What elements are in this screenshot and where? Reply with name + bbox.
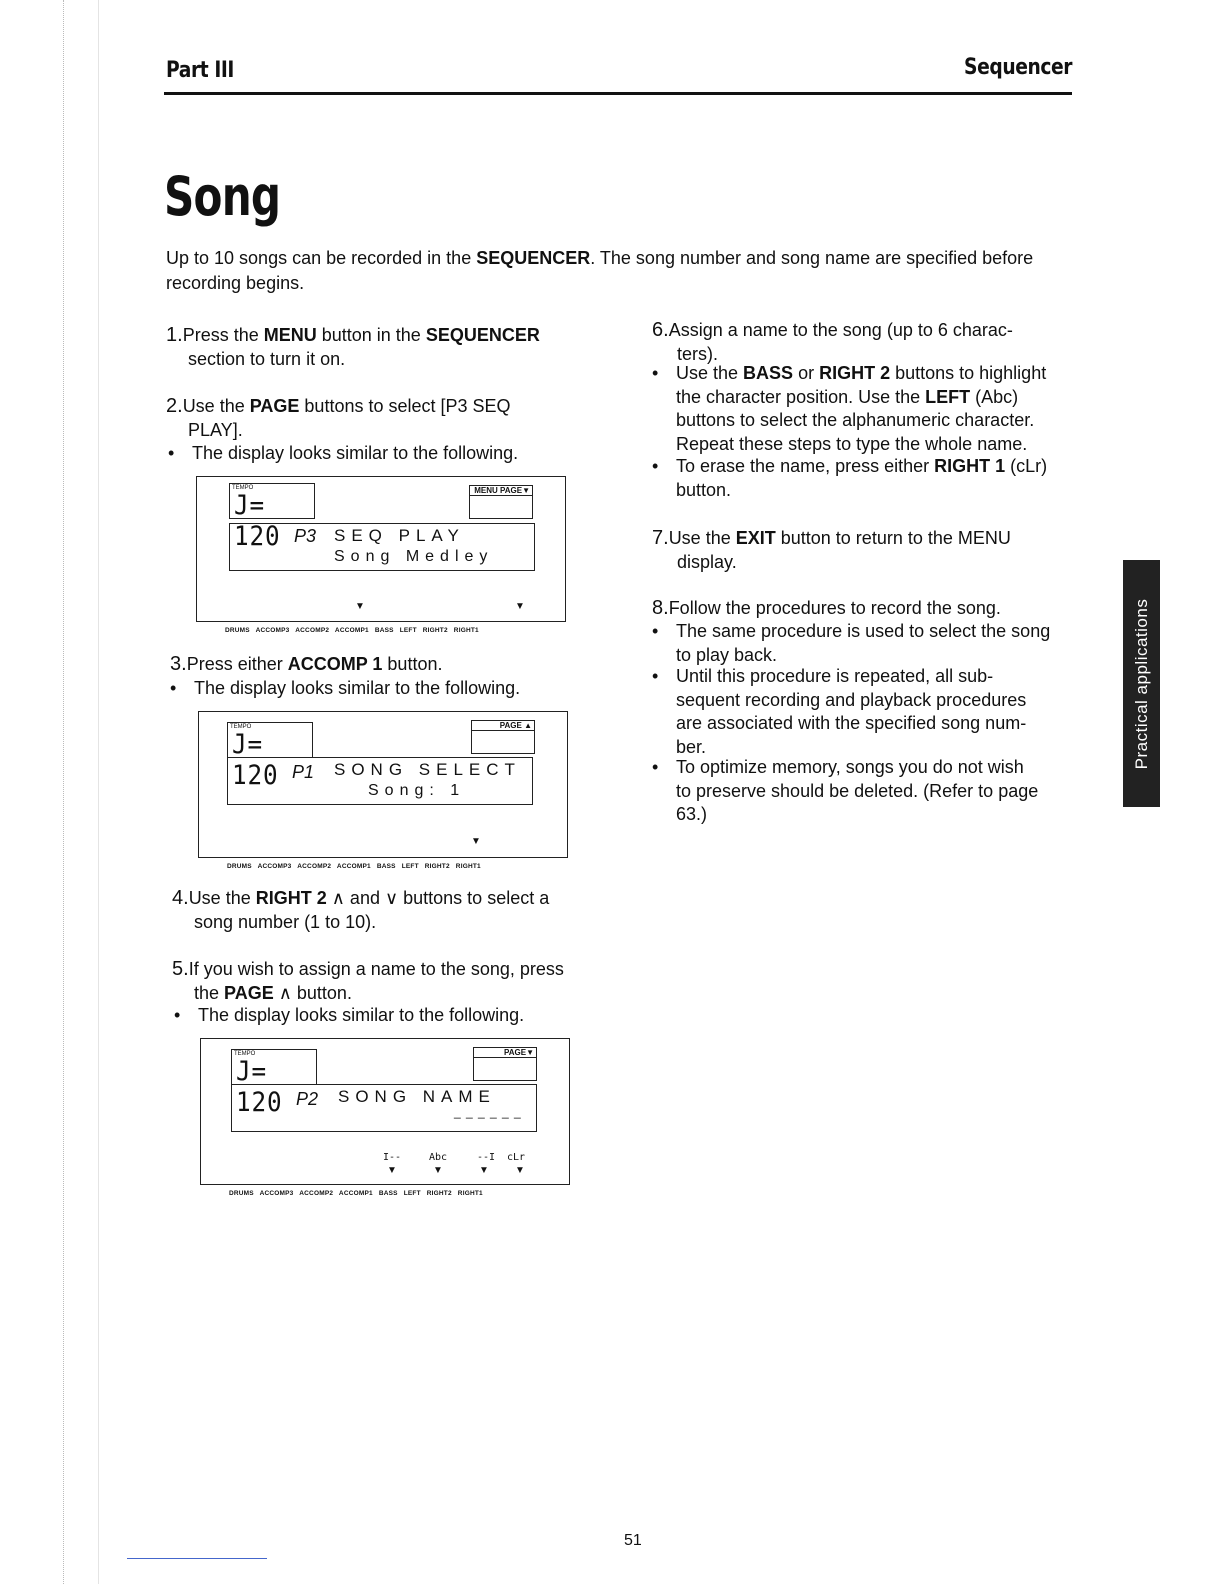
footer-line: [127, 1558, 267, 1559]
step-4: 4.Use the RIGHT 2 ∧ and ∨ buttons to select a song number (1 to 10).: [172, 887, 550, 932]
lcd-display-song-name: [200, 1038, 570, 1197]
softkey-label-2: Abc: [429, 1152, 448, 1163]
step-7: 7.Use the EXIT button to return to the MENU display.: [652, 527, 1011, 572]
down-arrow-icon: ▼: [471, 836, 481, 847]
header-rule: [164, 92, 1072, 95]
page-indicator: PAGE ▲: [471, 720, 535, 754]
step-8: 8.Follow the procedures to record the song.: [652, 597, 1001, 619]
step-2-bullet: • The display looks similar to the following.: [168, 443, 519, 463]
down-arrow-icon: ▼: [433, 1165, 443, 1176]
header-section: Sequencer: [963, 55, 1072, 80]
step-2: 2.Use the PAGE buttons to select [P3 SEQ PLAY].: [166, 395, 511, 440]
tempo-box: TEMPO J= 120: [227, 722, 313, 758]
step-3: 3.Press either ACCOMP 1 button.: [170, 653, 443, 675]
step-6: 6.Assign a name to the song (up to 6 charac- ters).: [652, 319, 1013, 364]
step-8-bullet-1: • The same procedure is used to select the song to play back.: [652, 621, 1051, 665]
lcd-display-seq-play: [196, 476, 566, 634]
step-3-bullet: • The display looks similar to the following.: [170, 678, 521, 698]
lcd-display-song-select: [198, 711, 568, 870]
page-title: Song: [164, 165, 281, 228]
down-arrow-icon: ▼: [515, 601, 525, 612]
side-tab: Practical applications: [1123, 560, 1160, 807]
intro-paragraph: Up to 10 songs can be recorded in the SEQUENCER. The song number and song name are specified before recording begins.: [166, 248, 1034, 293]
step-1: 1.Press the MENU button in the SEQUENCER section to turn it on.: [166, 324, 540, 369]
step-8-bullet-2: • Until this procedure is repeated, all sub- sequent recording and playback procedures are associated with the specified song num- ber.: [652, 666, 1027, 757]
tempo-box: TEMPO J= 120: [231, 1049, 317, 1085]
step-6-bullet-2: • To erase the name, press either RIGHT 1 (cLr) button.: [652, 456, 1048, 500]
softkey-label-3: --I: [477, 1152, 496, 1163]
button-labels: DRUMS ACCOMP3 ACCOMP2 ACCOMP1 BASS LEFT RIGHT2 RIGHT1: [227, 863, 481, 870]
lcd-screen: P3 SEQ PLAY Song Medley: [229, 523, 535, 571]
page-edge-line: [98, 0, 99, 1584]
binding-margin-line: [63, 0, 64, 1584]
page-indicator: MENU PAGE▼: [469, 485, 533, 519]
down-arrow-icon: ▼: [387, 1165, 397, 1176]
softkey-label-4: cLr: [507, 1152, 526, 1163]
lcd-screen: P2 SONG NAME _ _ _ _ _ _: [231, 1084, 537, 1132]
down-arrow-icon: ▼: [479, 1165, 489, 1176]
page-number: 51: [624, 1532, 642, 1549]
page-indicator: PAGE▼: [473, 1047, 537, 1081]
button-labels: DRUMS ACCOMP3 ACCOMP2 ACCOMP1 BASS LEFT RIGHT2 RIGHT1: [229, 1190, 483, 1197]
lcd-screen: P1 SONG SELECT Song: 1: [227, 757, 533, 805]
softkey-label-1: I--: [383, 1152, 402, 1163]
down-arrow-icon: ▼: [355, 601, 365, 612]
step-5-bullet: • The display looks similar to the following.: [174, 1005, 525, 1025]
down-arrow-icon: ▼: [515, 1165, 525, 1176]
tempo-box: TEMPO J= 120: [229, 483, 315, 519]
button-labels: DRUMS ACCOMP3 ACCOMP2 ACCOMP1 BASS LEFT RIGHT2 RIGHT1: [225, 627, 479, 634]
step-6-bullet-1: • Use the BASS or RIGHT 2 buttons to highlight the character position. Use the LEFT (Abc) buttons to select the alphanumeric character. Repeat these steps to type the whole name.: [652, 363, 1047, 454]
step-8-bullet-3: • To optimize memory, songs you do not wish to preserve should be deleted. (Refer to page 63.): [652, 757, 1039, 824]
step-5: 5.If you wish to assign a name to the song, press the PAGE ∧ button.: [172, 958, 564, 1003]
header-part: Part III: [166, 58, 234, 83]
